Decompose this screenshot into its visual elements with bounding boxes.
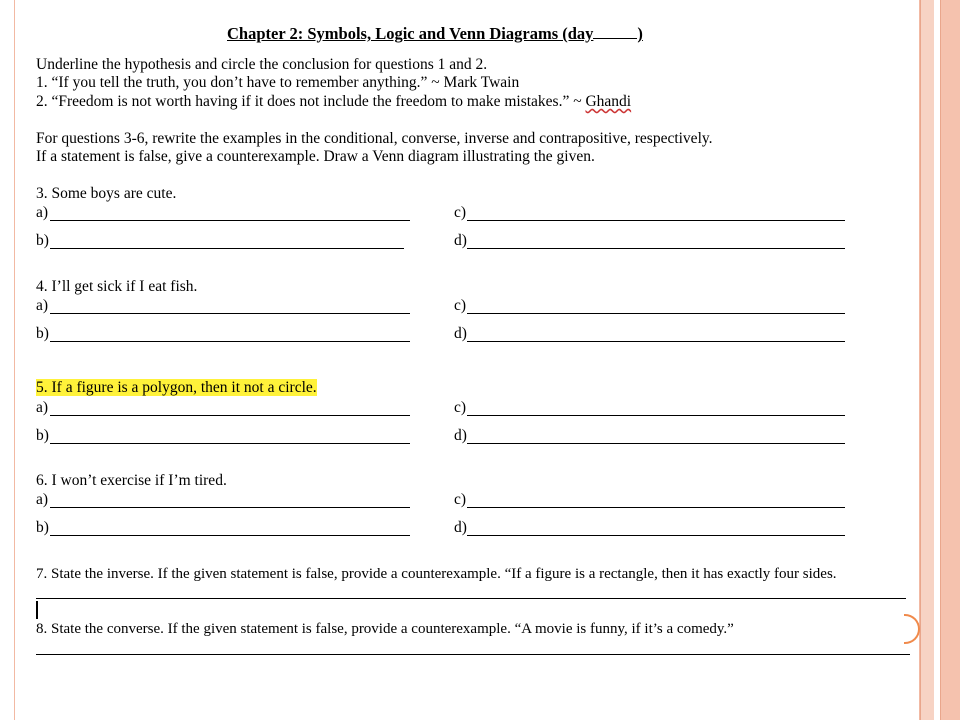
answer-label-a: a) [36, 491, 49, 508]
answer-line[interactable] [467, 415, 845, 416]
text-cursor [36, 601, 38, 619]
directions-line-1: For questions 3-6, rewrite the examples in the conditional, converse, inverse and contrapositive, respectively. [36, 130, 713, 147]
answer-label-b: b) [36, 325, 49, 342]
answer-line[interactable] [467, 220, 845, 221]
answer-line[interactable] [467, 507, 845, 508]
page-title [227, 24, 643, 44]
question-4: 4. I’ll get sick if I eat fish. [36, 278, 198, 295]
day-blank[interactable] [593, 38, 637, 39]
answer-label-a: a) [36, 399, 49, 416]
answer-label-b: b) [36, 519, 49, 536]
answer-label-c: c) [454, 491, 467, 508]
highlighted-statement: 5. If a figure is a polygon, then it not a circle. [36, 379, 317, 396]
directions-line-2: If a statement is false, give a counterexample. Draw a Venn diagram illustrating the given. [36, 148, 595, 165]
question-2-text: 2. “Freedom is not worth having if it does not include the freedom to make mistakes.” ~ [36, 93, 586, 110]
answer-line[interactable] [50, 220, 410, 221]
question-7: 7. State the inverse. If the given statement is false, provide a counterexample. “If a figure is a rectangle, then it has exactly four sides. [36, 566, 837, 582]
title-close: ) [637, 24, 643, 43]
answer-label-d: d) [454, 519, 467, 536]
answer-line[interactable] [50, 341, 410, 342]
answer-label-c: c) [454, 297, 467, 314]
answer-label-d: d) [454, 427, 467, 444]
answer-label-c: c) [454, 399, 467, 416]
question-5 [36, 379, 317, 397]
answer-line[interactable] [467, 443, 845, 444]
title-text: Chapter 2: Symbols, Logic and Venn Diagrams (day [227, 24, 594, 43]
question-1: 1. “If you tell the truth, you don’t have to remember anything.” ~ Mark Twain [36, 74, 520, 91]
answer-label-d: d) [454, 232, 467, 249]
answer-line[interactable] [467, 341, 845, 342]
question-8: 8. State the converse. If the given statement is false, provide a counterexample. “A movie is funny, if it’s a comedy.” [36, 621, 734, 637]
answer-line[interactable] [50, 415, 410, 416]
answer-line[interactable] [50, 507, 410, 508]
question-3: 3. Some boys are cute. [36, 185, 177, 202]
answer-line[interactable] [467, 535, 845, 536]
answer-label-c: c) [454, 204, 467, 221]
answer-line[interactable] [36, 598, 906, 599]
instruction-text: Underline the hypothesis and circle the conclusion for questions 1 and 2. [36, 56, 488, 73]
answer-label-b: b) [36, 232, 49, 249]
right-border-band [940, 0, 960, 720]
answer-line[interactable] [467, 313, 845, 314]
question-2 [36, 93, 631, 111]
question-6: 6. I won’t exercise if I’m tired. [36, 472, 227, 489]
answer-line[interactable] [467, 248, 845, 249]
answer-line[interactable] [50, 535, 410, 536]
question-2-author: Ghandi [585, 93, 632, 110]
answer-line[interactable] [50, 248, 404, 249]
answer-line[interactable] [50, 313, 410, 314]
answer-label-b: b) [36, 427, 49, 444]
answer-label-a: a) [36, 297, 49, 314]
answer-label-d: d) [454, 325, 467, 342]
answer-label-a: a) [36, 204, 49, 221]
answer-line[interactable] [36, 654, 910, 655]
answer-line[interactable] [50, 443, 410, 444]
